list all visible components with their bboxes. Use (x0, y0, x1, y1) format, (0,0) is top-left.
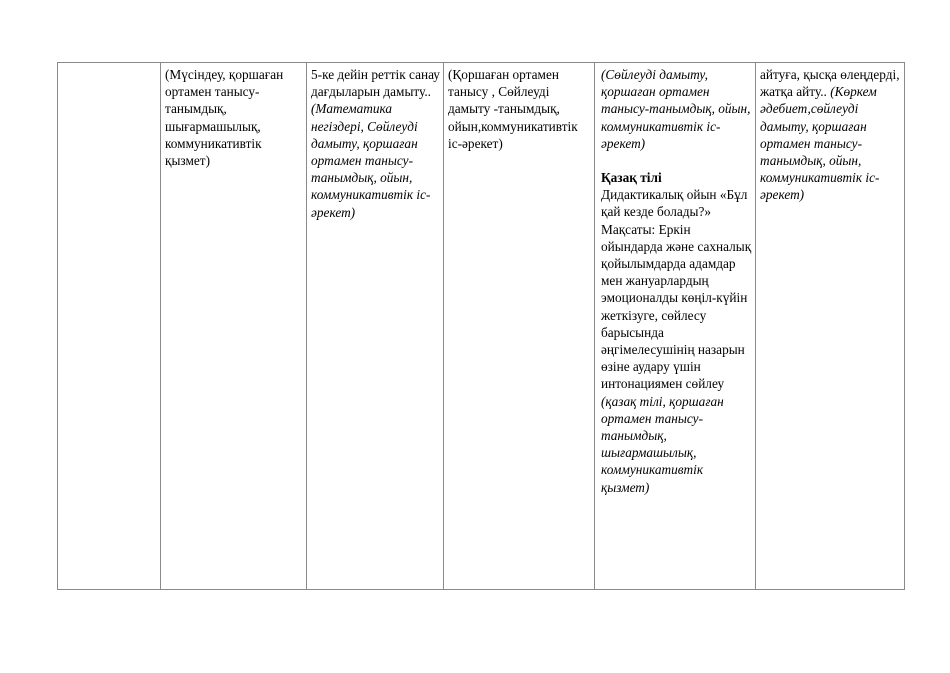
cell-6-text: айтуға, қысқа өлеңдерді, жатқа айту.. (760, 67, 900, 100)
table-cell-counting (307, 63, 444, 590)
cell-4-text: (Қоршаған ортамен танысу , Сөйлеуді дамыту -танымдық, ойын,коммуникативтік іс-әрекет) (448, 67, 578, 151)
schedule-table (57, 62, 905, 590)
cell-2-text: (Мүсіндеу, қоршаған ортамен танысу-танымдық, шығармашылық, коммуникативтік қызмет) (165, 67, 284, 169)
table-cell-poems (756, 63, 905, 590)
cell-5-heading: Қазақ тілі (601, 170, 662, 186)
cell-5-italic-bottom: (қазақ тілі, қоршаған ортамен танысу-танымдық, шығармашылық, коммуникативтік қызмет) (601, 393, 724, 495)
cell-3-text: 5-ке дейін реттік санау дағдыларын дамыту.. (311, 67, 440, 100)
table-cell-empty (58, 63, 161, 590)
cell-5-italic-top: (Сөйлеуді дамыту, қоршаған ортамен танысу-танымдық, ойын, коммуникативтік іс-әрекет) (601, 67, 751, 151)
cell-3-italic: (Математика негіздері, Сөйлеуді дамыту, қоршаған ортамен танысу-танымдық, ойын, коммуникативтік іс-әрекет) (311, 101, 431, 220)
cell-6-italic: (Көркем әдебиет,сөйлеуді дамыту, қоршаған ортамен танысу-танымдық, ойын, коммуникативтік іс-әрекет) (760, 84, 880, 203)
cell-5-goal: Мақсаты: Еркін ойындарда және сахналық қойылымдарда адамдар мен жануарлардың эмоционалды көңіл-күйін жеткізуге, сөйлесу барысында әңгімелесушінің назарын өзіне аудару үшін интонациямен сөйлеу (601, 221, 752, 392)
table-cell-sculpting (161, 63, 307, 590)
cell-5-spacer (601, 152, 752, 169)
table-row (58, 63, 905, 590)
table-cell-kazakh-language (595, 63, 756, 590)
cell-5-game: Дидактикалық ойын «Бұл қай кезде болады?» (601, 187, 748, 220)
table-cell-environment (444, 63, 595, 590)
